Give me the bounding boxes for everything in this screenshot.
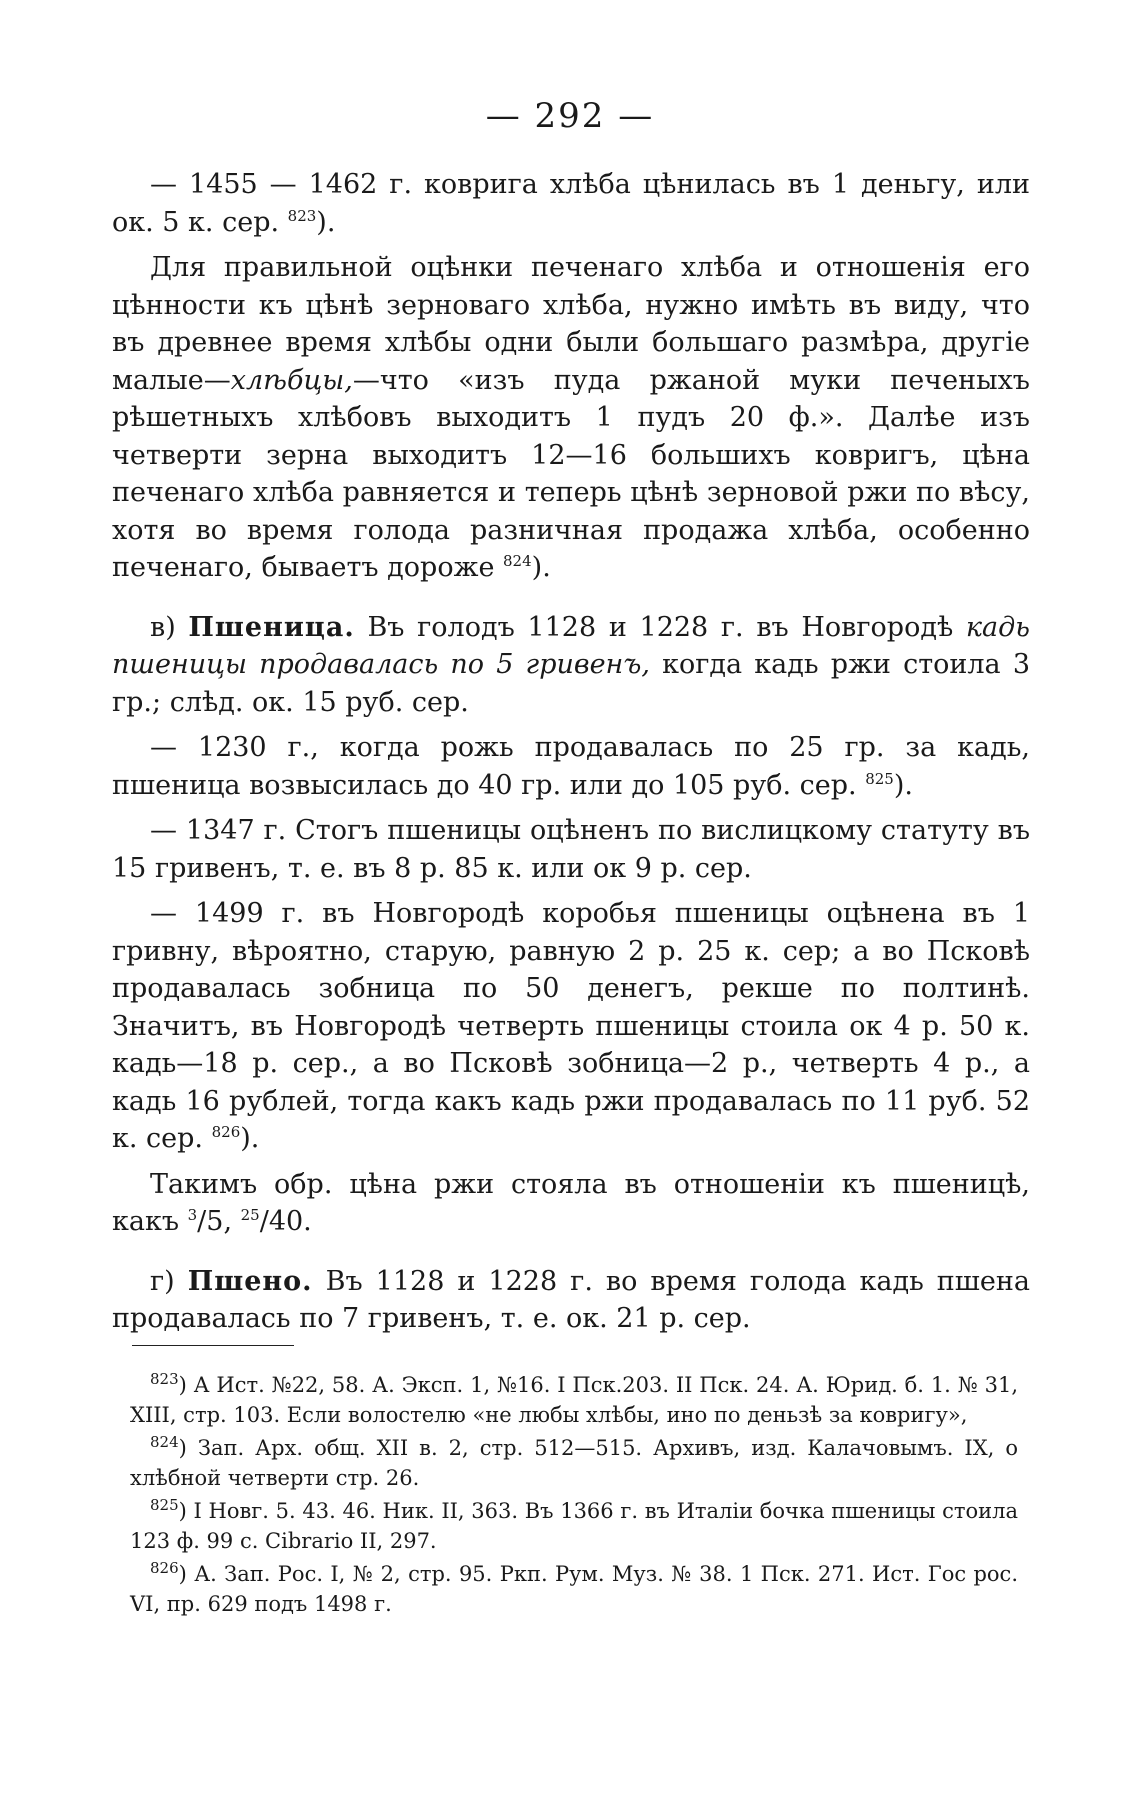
footnote-number: 824 xyxy=(150,1433,179,1451)
italic-quote: кадь пшеницы продавалась по 5 гривенъ, xyxy=(112,611,1030,680)
footnote-ref-825[interactable]: 825 xyxy=(865,769,894,788)
paragraph-1230 xyxy=(112,729,1030,804)
footnote-number: 823 xyxy=(150,1370,179,1388)
footnote-text: ) А Ист. №22, 58. А. Эксп. 1, №16. I Пск.203. II Пск. 24. А. Юрид. б. 1. № 31, XIII, стр. 103. Если волостелю «не любы хлѣбы, ино по деньзѣ за ковригу», xyxy=(130,1373,1018,1427)
paragraph-end: ). xyxy=(893,769,913,801)
paragraph-end: ). xyxy=(531,552,551,583)
paragraph-text: —что «изъ пуда ржаной муки печеныхъ рѣшетныхъ хлѣбовъ выходитъ 1 пудъ 20 ф.». Далѣе изъ четверти зерна выходитъ 12—16 большихъ ковригъ, цѣна печенаго хлѣба равняется и теперь цѣнѣ зерновой ржи по вѣсу, хотя во время голода разничная продажа хлѣба, особенно печенаго, бываетъ дороже xyxy=(112,364,1030,583)
paragraph-text: Такимъ обр. цѣна ржи стояла въ отношеніи къ пшеницѣ, какъ xyxy=(112,1168,1030,1237)
main-text xyxy=(112,166,1030,1338)
paragraph-end: ). xyxy=(240,1123,260,1154)
footnote-826 xyxy=(130,1559,1018,1619)
section-label: в) xyxy=(150,611,176,643)
fraction-denominator: /5, xyxy=(197,1206,233,1237)
paragraph-1455 xyxy=(112,166,1030,241)
paragraph-ratio xyxy=(112,1166,1030,1241)
fraction-denominator: /40. xyxy=(259,1206,312,1237)
paragraph-1499 xyxy=(112,895,1030,1158)
paragraph-bread-note xyxy=(112,249,1030,587)
paragraph-text: — 1499 г. въ Новгородѣ коробья пшеницы оцѣнена въ 1 гривну, вѣроятно, старую, равную 2 р. 25 к. сер; а во Псковѣ продавалась зобница по 50 денегъ, рекше по полтинѣ. Значитъ, въ Новгородѣ четверть пшеницы стоила ок 4 р. 50 к. кадь—18 р. сер., а во Псковѣ зобница—2 р., четверть 4 р., а кадь 16 рублей, тогда какъ кадь ржи продавалась по 11 руб. 52 к. сер. xyxy=(112,898,1030,1154)
paragraph-text: когда кадь ржи стоила 3 гр.; слѣд. ок. 15 руб. сер. xyxy=(112,649,1030,718)
fraction-numerator: 25 xyxy=(240,1206,260,1224)
footnote-ref-824[interactable]: 824 xyxy=(503,552,532,570)
footnote-825 xyxy=(130,1496,1018,1556)
italic-term: хлѣбцы, xyxy=(230,364,353,396)
section-millet xyxy=(112,1263,1030,1338)
paragraph-text: — 1347 г. Стогъ пшеницы оцѣненъ по вислицкому статуту въ 15 гривенъ, т. е. въ 8 р. 85 к. или ок 9 р. сер. xyxy=(112,815,1030,884)
paragraph-text: Для правильной оцѣнки печенаго хлѣба и отношенія его цѣнности къ цѣнѣ зерноваго хлѣба, нужно имѣть въ виду, что въ древнее время хлѣбы одни были большаго размѣра, другіе малые— xyxy=(112,252,1030,396)
paragraph-text: Въ голодъ 1128 и 1228 г. въ Новгородѣ xyxy=(367,611,954,643)
paragraph-text: — 1455 — 1462 г. коврига хлѣба цѣнилась въ 1 деньгу, или ок. 5 к. сер. xyxy=(112,169,1030,238)
footnote-text: ) Зап. Арх. общ. XII в. 2, стр. 512—515. Архивъ, изд. Калачовымъ. IX, о хлѣбной четверти стр. 26. xyxy=(130,1436,1018,1490)
section-heading-wheat: Пшеница. xyxy=(188,611,355,643)
section-wheat xyxy=(112,609,1030,722)
section-heading-millet: Пшено. xyxy=(187,1265,313,1297)
footnote-number: 825 xyxy=(150,1496,179,1514)
footnote-text: ) I Новг. 5. 43. 46. Ник. II, 363. Въ 1366 г. въ Италіи бочка пшеницы стоила 123 ф. 99 с. Cibrario II, 297. xyxy=(130,1499,1018,1553)
paragraph-end: ). xyxy=(316,206,336,238)
footnote-divider xyxy=(132,1345,294,1346)
footnotes xyxy=(130,1370,1018,1622)
footnote-text: ) А. Зап. Рос. I, № 2, стр. 95. Ркп. Рум. Муз. № 38. 1 Пск. 271. Ист. Гос рос. VI, пр. 629 подъ 1498 г. xyxy=(130,1562,1018,1616)
footnote-ref-823[interactable]: 823 xyxy=(287,206,317,225)
footnote-ref-826[interactable]: 826 xyxy=(211,1123,241,1141)
paragraph-1347 xyxy=(112,812,1030,887)
footnote-823 xyxy=(130,1370,1018,1430)
page-number: — 292 — xyxy=(485,96,655,136)
fraction-numerator: 3 xyxy=(187,1206,198,1224)
footnote-number: 826 xyxy=(150,1559,179,1577)
section-label: г) xyxy=(150,1265,175,1297)
paragraph-text: Въ 1128 и 1228 г. во время голода кадь пшена продавалась по 7 гривенъ, т. е. ок. 21 р. сер. xyxy=(112,1265,1030,1334)
footnote-824 xyxy=(130,1433,1018,1493)
paragraph-text: — 1230 г., когда рожь продавалась по 25 гр. за кадь, пшеница возвысилась до 40 гр. или до 105 руб. сер. xyxy=(112,732,1030,801)
